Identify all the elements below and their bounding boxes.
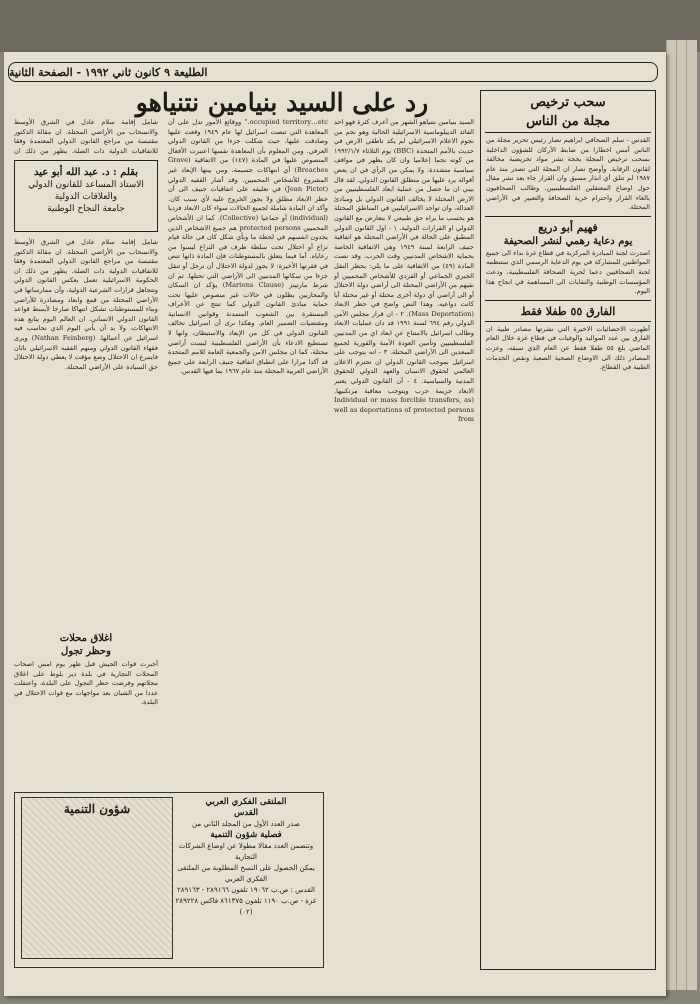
advert-line: وتتضمن العدد مقالا مطولا عن اوضاع الشركات التجارية — [178, 842, 314, 861]
sidebar-body: اصدرت لجنة المبادرة المركزية في قطاع غزة نداء الى جميع المواطنين للمشاركة في يوم الدعاية الرسمي الذي ستنظمه لجنة الصحافيين دعما لحرية الصحافة الفلسطينية، ودعت المؤسسات الوطنية والنقابات الى المساهمة في انجاح هذا اليوم. — [486, 248, 650, 296]
journal-logo: شؤون التنمية — [63, 802, 131, 816]
column-text: شامل إقامة سلام عادل في الشرق الأوسط والانسحاب من الأراضي المحتلة. ان مقالة الدكتور مقتبسة من مراجع القانون الدولي المعتمدة وفقا للاتفاقيات الدولية ذات الصلة. يظهر من ذلك ان — [14, 118, 158, 155]
divider — [485, 132, 651, 133]
news-title-line2: وحظر تجول — [61, 646, 111, 657]
column-text: السيد بنيامين نتنياهو الشهر من أعرف كثرة فهو احد الفائد الديبلوماسية الاسرائيلية الحالية وهو نجم من نجوم الاعلام الاسرائيلي لم يكد ناطقي الارض في حديث بالأمم المتحدة (BBC) يوم الثلاثاء ١٩٩٢/١/٧ من كوته نجما إعلاميا وان كان يظهر في مواقف سياسية متشددة. ولا يمكن من الرأي في ان بعض أقواله يرد عليها من منطلق القانون الدولي. لقد قال بيبي ان ما حصل من عملية ابعاد الفلسطينيين من الارض المحتلة لا يخالف القانون الدولي بل ومبادئ العدالة، وان تواجد الاسرائيليين في المناطق المحتلة هو بحسب ما يراه حق طبيعي لا يتعارض مع القانون الدولي او القرارات الدولية. ١ - اول القانون الدولي المطبق على الحالة في الأراضي المحتلة هو اتفاقية جنيف الرابعة لسنة ١٩٤٩ وهي الاتفاقية الخاصة بحماية الاشخاص المدنيين وقت الحرب. وقد نصت المادة (٤٩) من الاتفاقية على ما يلي: يحظر النقل الجبري الجماعي أو الفردي للأشخاص المحميين أو نفيهم من الأراضي المحتلة الى أراضي دولة الاحتلال أو الى أراضي أي دولة أخرى محتلة أو غير محتلة أيا كانت دواعيه. وهذا النص واضح في حظر الابعاد (Mass Deportation). ٢ - ان قرار مجلس الأمن الدولي رقم ٦٩٤ لسنة ١٩٩١ قد دان عمليات الابعاد وطالب اسرائيل بالامتناع عن ابعاد اي من المدنيين الفلسطينيين وتأمين العودة الآمنة والفورية لجميع المبعدين الى الأراضي المحتلة. ٣ - انه يتوجب على اسرائيل بموجب القانون الدولي ان تحترم الاعلان العالمي لحقوق الانسان والعهد الدولي للحقوق المدنية والسياسية. ٤ - أن القانون الدولي يعتبر الابعاد جريمة حرب ويتوجب معاقبة مرتكبيها. (Individual or mass forcible transfers, as well as deportations of protected persons from — [334, 118, 474, 424]
news-text: أجبرت قوات الجيش قبل ظهر يوم امس اصحاب المحلات التجارية في بلدة دير بلوط على اغلاق محلاتهم وفرضت حظر التجول على البلدة، واعتقلت عددا من الشبان بعد مواجهات مع قوات الاحتلال في البلدة. — [14, 660, 158, 707]
advert-block — [14, 792, 324, 968]
sidebar-body: أظهرت الاحصائيات الاخيرة التي نشرتها مصادر طبية ان الفارق بين عدد المواليد والوفيات في قطاع غزة خلال العام الماضي بلغ ٥٥ طفلا فقط عن العام الذي سبقه، وعزت المصادر ذلك الى الاوضاع الصحية الصعبة ونقص الخدمات الطبية في القطاع. — [486, 324, 650, 372]
advert-phone: القدس : ص.ب ١٩٠٦٢ تلفون ٢٨٩١٦٦ - ٢٨٩١٦٣ — [177, 886, 315, 894]
column-text: شامل إقامة سلام عادل في الشرق الأوسط والانسحاب من الأراضي المحتلة. ان مقالة الدكتور مقتبسة من مراجع القانون الدولي المعتمدة وفقا للاتفاقيات الدولية ذات الصلة. يظهر من ذلك ان الحكومة الاسرائيلية تعمل بعكس القانون الدولي وتتجاهل قرارات الشرعية الدولية، وأن ممارساتها في الأراضي المحتلة من قمع وابعاد ومصادرة للأراضي وبناء للمستوطنات تشكل انتهاكا صارخا لأبسط قواعد القانون الدولي الانساني. ان العالم اليوم يتابع هذه الانتهاكات، ولا بد أن يأتي اليوم الذي تحاسب فيه اسرائيل عن أعمالها. (Nathan Feinberg) ويرى فقهاء القانون الدولي ومنهم الفقيه الاسرائيلي ناثان فاينبرغ ان الاحتلال وضع مؤقت لا يعطي دولة الاحتلال حق السيادة على الأراضي المحتلة. — [14, 238, 158, 371]
sidebar-title-line2: مجلة من الناس — [526, 114, 610, 129]
advert-line: فصلية شؤون التنمية — [210, 830, 282, 840]
journal-cover — [21, 797, 173, 959]
news-title — [14, 632, 158, 658]
top-bar — [0, 0, 700, 52]
sidebar-subtitle-2: يوم دعاية رهمي لنشر الصحيفة — [503, 235, 633, 247]
sidebar-heading: الفارق ٥٥ طفلا فقط — [520, 304, 616, 318]
sidebar-title-line1: سحب ترخيص — [530, 95, 606, 110]
author-university: جامعة النجاح الوطنية — [47, 204, 125, 214]
headline: رد على السيد بنيامين نتنياهو — [135, 88, 429, 117]
advert-line: صدر العدد الأول من المجلد الثاني من — [192, 820, 300, 828]
advert-org: الملتقى الفكري العربي — [205, 797, 287, 807]
article-column-3 — [14, 238, 158, 626]
author-box — [14, 160, 158, 232]
divider — [485, 216, 651, 217]
author-name: بقلم : د. عبد الله أبو عيد — [33, 167, 138, 178]
sidebar-body: القدس - سلم الصحافي ابراهيم نصار رئيس تحرير مجلة من الناس أمس اخطارا من ضابط الأركان للشؤون الداخلية بسحب ترخيص المجلة بحجة نشر مواد تحريضية مخالفة لقانون الرقابة. وأوضح نصار ان المجلة التي تصدر منذ عام ١٩٨٧ لم تتلق أي انذار مسبق وان القرار جاء بعد نشر مقال حول اوضاع المعتقلين الفلسطينيين. وطالب الصحافيون بالغاء القرار واحترام حرية الصحافة والتعبير في الأراضي المحتلة. — [486, 136, 650, 212]
page-stack-edge — [686, 40, 697, 990]
header-line: الطليعة ٩ كانون ثاني ١٩٩٢ - الصفحة الثانية — [9, 65, 208, 79]
column-text: occupied territory…etc." ووقائع الأمور تدل على أن المعاهدة التي تنصت اسرائيل لها عام ١٩٤٩ وقعت عليها وصادقت عليها، حيث شكلت جزءا من القانون الدولي العرفي. ومن المعلوم بأن المعاهدة نفسها اعتبرت الأفعال المنصوص عليها في المادة (١٤٧) من الاتفاقية (Grave Breaches) أي انتهاكات جسيمة، ومن بينها الإبعاد غير المشروع للأشخاص المحميين. وقد أشار الفقيه الدولي (Jean Pictet) في تعليقه على اتفاقيات جنيف الى أن حظر الابعاد مطلق ولا يجوز الخروج عليه لأي سبب كان. وأكد ان المادة شاملة لجميع الحالات سواء كان الابعاد فرديا (individual) أو جماعيا (Collective). كما ان الأشخاص المحميين protected persons هم جميع الاشخاص الذين يجدون انفسهم في لحظة ما وبأي شكل كان في حالة قيام نزاع أو احتلال تحت سلطة طرف في النزاع ليسوا من رعاياه. أما فيما يتعلق بالمستوطنات فإن المادة ذاتها تنص في فقرتها الأخيرة: لا يجوز لدولة الاحتلال أن ترحل أو تنقل جزءا من سكانها المدنيين الى الأراضي التي تحتلها. ثم ان شرط مارتينز (Martens Clause) يؤكد ان السكان والمحاربين يظلون في حالات غير منصوص عليها تحت حماية مبادئ القانون الدولي كما تنتج عن الأعراف المستقرة بين الشعوب المتمدنة وقوانين الانسانية ومقتضيات الضمير العام. وهكذا نرى أن اسرائيل تخالف القانون الدولي في كل من الإبعاد والاستيطان، وانها لا تستطيع الادعاء بأن الأراضي الفلسطينية ليست أراضي محتلة، كما ان مجلس الامن والجمعية العامة للامم المتحدة قد أكدا مرارا على انطباق اتفاقية جنيف الرابعة على جميع الأراضي العربية المحتلة منذ عام ١٩٦٧ بما فيها القدس. — [168, 118, 328, 376]
news-title-line1: اغلاق محلات — [59, 633, 113, 644]
advert-city: القدس — [233, 808, 259, 818]
article-column-3-top — [14, 118, 158, 156]
divider — [485, 300, 651, 301]
page-header — [8, 62, 658, 82]
news-body — [14, 660, 158, 786]
advert-fax: غزة - ص.ب ١١٩٠ تلفون ٨٦١٣٧٥ فاكس ٢٨٩٢٢٨ (٠٢) — [175, 897, 317, 916]
sidebar-box — [480, 90, 656, 970]
author-title: الاستاذ المساعد للقانون الدولي والعلاقات الدولية — [28, 180, 144, 202]
advert-text — [173, 797, 319, 918]
sidebar-subtitle: فهيم أبو دريع — [538, 220, 598, 234]
divider — [485, 321, 651, 322]
advert-line: يمكن الحصول على النسخ المطلوبة من الملتقى الفكري العربي — [177, 864, 315, 883]
article-column-1 — [334, 118, 474, 968]
